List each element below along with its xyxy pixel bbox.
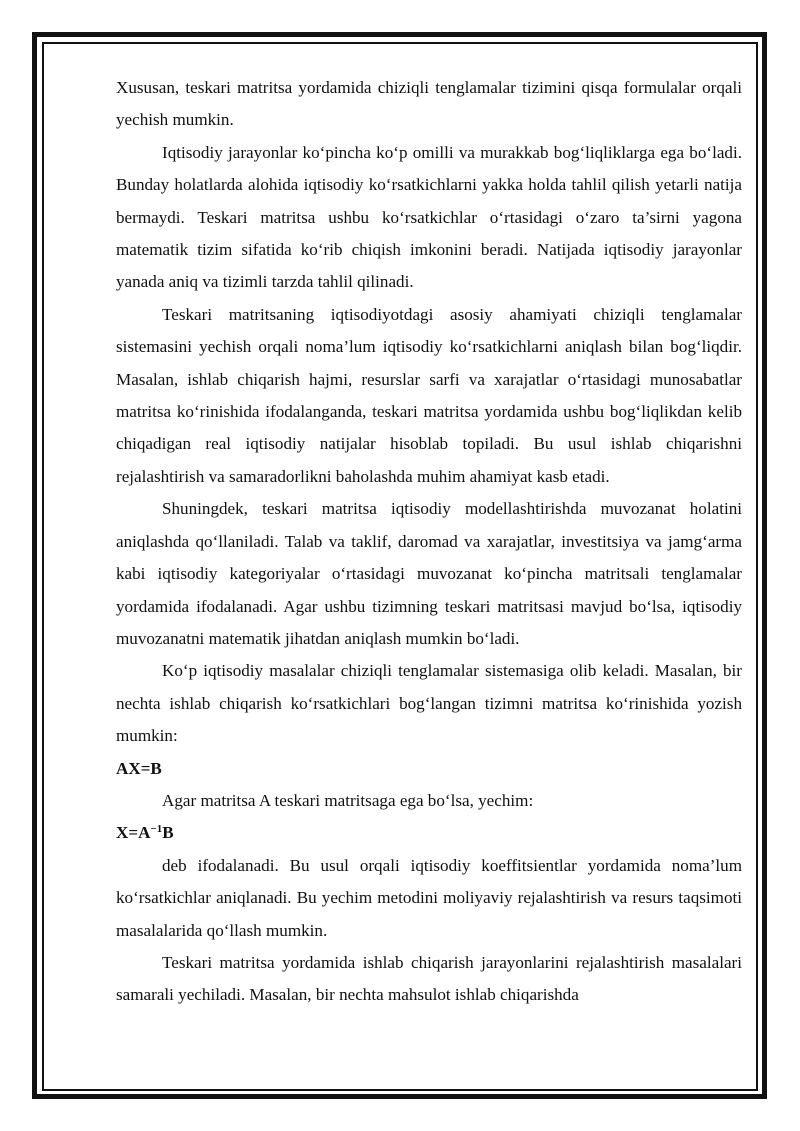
formula-base: X=A (116, 823, 151, 843)
paragraph-4: Shuningdek, teskari matritsa iqtisodiy modellashtirishda muvozanat holatini aniqlashda qo‘llaniladi. Talab va taklif, daromad va xarajatlar, investitsiya va jamg‘arma kabi iqtisodiy kategoriyalar o‘rtasidagi muvozanat ko‘pincha matritsali tenglamalar yordamida ifodalanadi. Agar ushbu tizimning teskari matritsasi mavjud bo‘lsa, iqtisodiy muvozanatni matematik jihatdan aniqlash mumkin bo‘ladi. (116, 499, 742, 648)
paragraph-3: Teskari matritsaning iqtisodiyotdagi asosiy ahamiyati chiziqli tenglamalar sistemasini yechish orqali noma’lum iqtisodiy ko‘rsatkichlarni aniqlash bilan bog‘liqdir. Masalan, ishlab chiqarish hajmi, resurslar sarfi va xarajatlar o‘rtasidagi munosabatlar matritsa ko‘rinishida ifodalanganda, teskari matritsa yordamida ushbu bog‘liqlikdan kelib chiqadigan real iqtisodiy natijalar hisoblab topiladi. Bu usul ishlab chiqarishni rejalashtirish va samaradorlikni baholashda muhim ahamiyat kasb etadi. (116, 304, 742, 486)
formula-superscript: −1 (150, 823, 163, 836)
formula-tail: B (162, 823, 174, 843)
paragraph-2: Iqtisodiy jarayonlar ko‘pincha ko‘p omilli va murakkab bog‘liqliklarga ega bo‘ladi. Bunday holatlarda alohida iqtisodiy ko‘rsatkichlarni yakka holda tahlil qilish yetarli natija bermaydi. Teskari matritsa ushbu ko‘rsatkichlar o‘rtasidagi o‘zaro ta’sirni yagona matematik tizim sifatida ko‘rib chiqish imkonini beradi. Natijada iqtisodiy jarayonlar yanada aniq va tizimli tarzda tahlil qilinadi. (116, 142, 742, 292)
condition-paragraph: Agar matritsa A teskari matritsaga ega bo‘lsa, yechim: (162, 790, 534, 810)
paragraph-5: Ko‘p iqtisodiy masalalar chiziqli tenglamalar sistemasiga olib keladi. Masalan, bir nechta ishlab chiqarish ko‘rsatkichlari bog‘langan tizimni matritsa ko‘rinishida yozish mumkin: (116, 661, 742, 746)
last-paragraph: Teskari matritsa yordamida ishlab chiqarish jarayonlarini rejalashtirish masalalari samarali yechiladi. Masalan, bir nechta mahsulot ishlab chiqarishda (116, 952, 742, 1005)
formula-ax-equals-b: AX=B (116, 758, 162, 778)
formula-inverse-solution (116, 817, 742, 849)
document-body (116, 72, 742, 1012)
after-formula-paragraph: deb ifodalanadi. Bu usul orqali iqtisodiy koeffitsientlar yordamida noma’lum ko‘rsatkichlar aniqlanadi. Bu yechim metodini moliyaviy rejalashtirish va resurs taqsimoti masalalarida qo‘llash mumkin. (116, 855, 742, 940)
paragraph-1: Xususan, teskari matritsa yordamida chiziqli tenglamalar tizimini qisqa formulalar orqali yechish mumkin. (116, 78, 742, 130)
